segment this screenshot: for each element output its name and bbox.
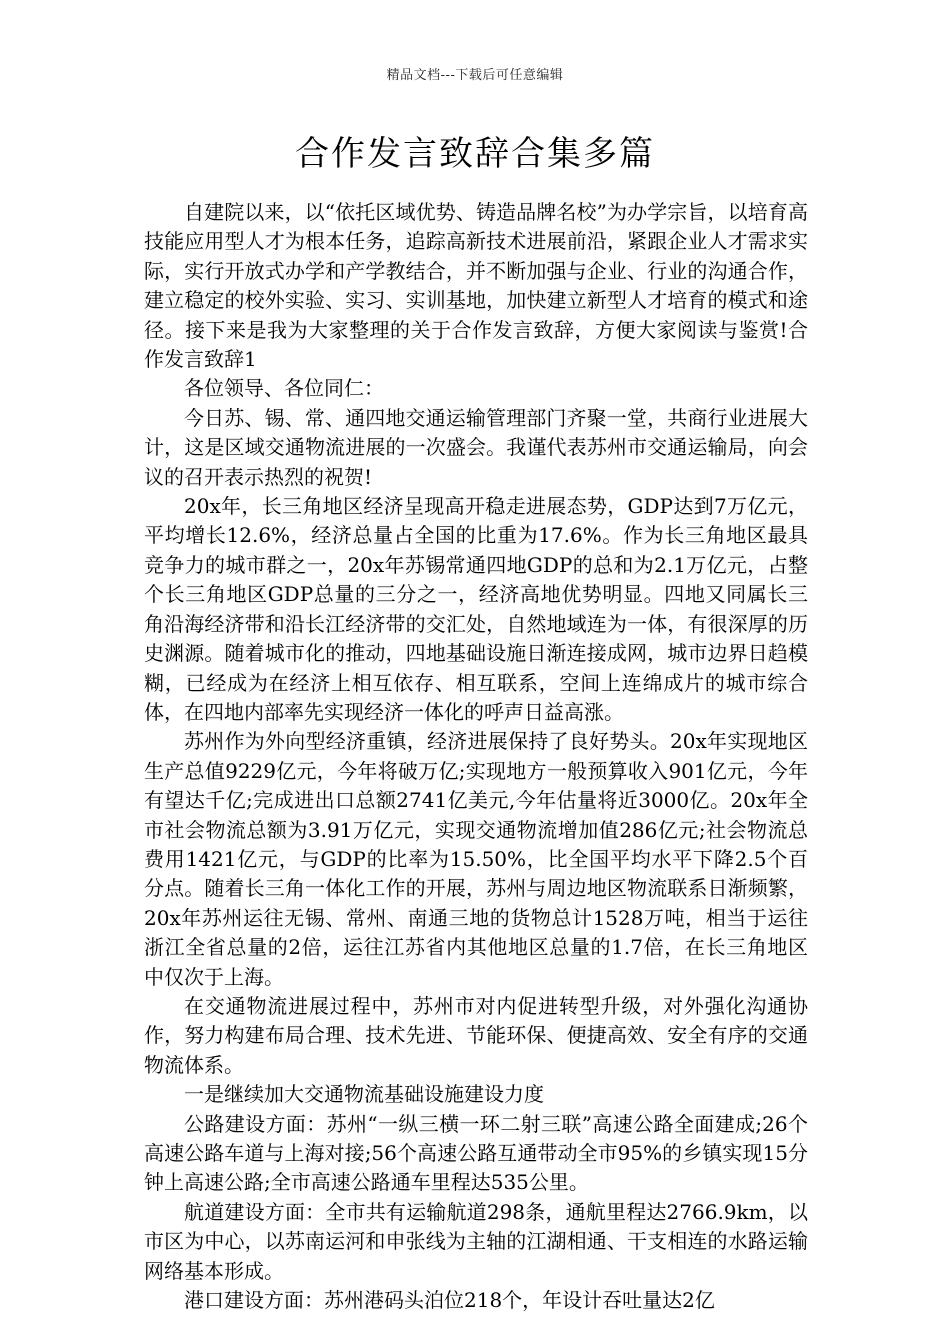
paragraph-salutation: 各位领导、各位同仁： bbox=[184, 376, 384, 401]
paragraph-intro: 自建院以来，以“依托区域优势、铸造品牌名校”为办学宗旨，以培育高技能应用型人才为根本任务，追踪高新技术进展前沿，紧跟企业人才需求实际，实行开放式办学和产学教结合，并不断加强与企业、行业的沟通合作，建立稳定的校外实验、实习、实训基地，加快建立新型人才培育的模式和途径。接下来是我为大家整理的关于合作发言致辞，方便大家阅读与鉴赏!合作发言致辞1 bbox=[144, 200, 808, 372]
paragraph-section-heading: 一是继续加大交通物流基础设施建设力度 bbox=[184, 1082, 544, 1107]
paragraph-highway: 公路建设方面：苏州“一纵三横一环二射三联”高速公路全面建成;26个高速公路车道与上海对接;56个高速公路互通带动全市95%的乡镇实现15分钟上高速公路;全市高速公路通车里程达535公里。 bbox=[144, 1111, 808, 1195]
document-title: 合作发言致辞合集多篇 bbox=[295, 134, 655, 174]
paragraph-suzhou-economy: 苏州作为外向型经济重镇，经济进展保持了良好势头。20x年实现地区生产总值9229亿元，今年将破万亿;实现地方一般预算收入901亿元，今年有望达千亿;完成进出口总额2741亿美元,今年估量将近3000亿。20x年全市社会物流总额为3.91万亿元，实现交通物流增加值286亿元;社会物流总费用1421亿元，与GDP的比率为15.50%，比全国平均水平下降2.5个百分点。随着长三角一体化工作的开展，苏州与周边地区物流联系日渐频繁，20x年苏州运往无锡、常州、南通三地的货物总计1528万吨，相当于运往浙江全省总量的2倍，运往江苏省内其他地区总量的1.7倍，在长三角地区中仅次于上海。 bbox=[144, 729, 808, 989]
paragraph-logistics-system: 在交通物流进展过程中，苏州市对内促进转型升级，对外强化沟通协作，努力构建布局合理、技术先进、节能环保、便捷高效、安全有序的交通物流体系。 bbox=[144, 993, 808, 1077]
paragraph-regional-economy: 20x年，长三角地区经济呈现高开稳走进展态势，GDP达到7万亿元，平均增长12.6%，经济总量占全国的比重为17.6%。作为长三角地区最具竞争力的城市群之一，20x年苏锡常通四地GDP的总和为2.1万亿元，占整个长三角地区GDP总量的三分之一，经济高地优势明显。四地又同属长三角沿海经济带和沿长江经济带的交汇处，自然地域连为一体，有很深厚的历史渊源。随着城市化的推动，四地基础设施日渐连接成网，城市边界日趋模糊，已经成为在经济上相互依存、相互联系，空间上连绵成片的城市综合体，在四地内部率先实现经济一体化的呼声日益高涨。 bbox=[144, 494, 808, 724]
page-header-note: 精品文档---下载后可任意编辑 bbox=[386, 68, 564, 83]
document-body bbox=[144, 198, 808, 1315]
paragraph-opening: 今日苏、锡、常、通四地交通运输管理部门齐聚一堂，共商行业进展大计，这是区域交通物流进展的一次盛会。我谨代表苏州市交通运输局，向会议的召开表示热烈的祝贺! bbox=[144, 405, 808, 489]
paragraph-waterway: 航道建设方面：全市共有运输航道298条，通航里程达2766.9km，以市区为中心，以苏南运河和申张线为主轴的江湖相通、干支相连的水路运输网络基本形成。 bbox=[144, 1199, 808, 1283]
paragraph-port: 港口建设方面：苏州港码头泊位218个，年设计吞吐量达2亿 bbox=[184, 1288, 715, 1313]
